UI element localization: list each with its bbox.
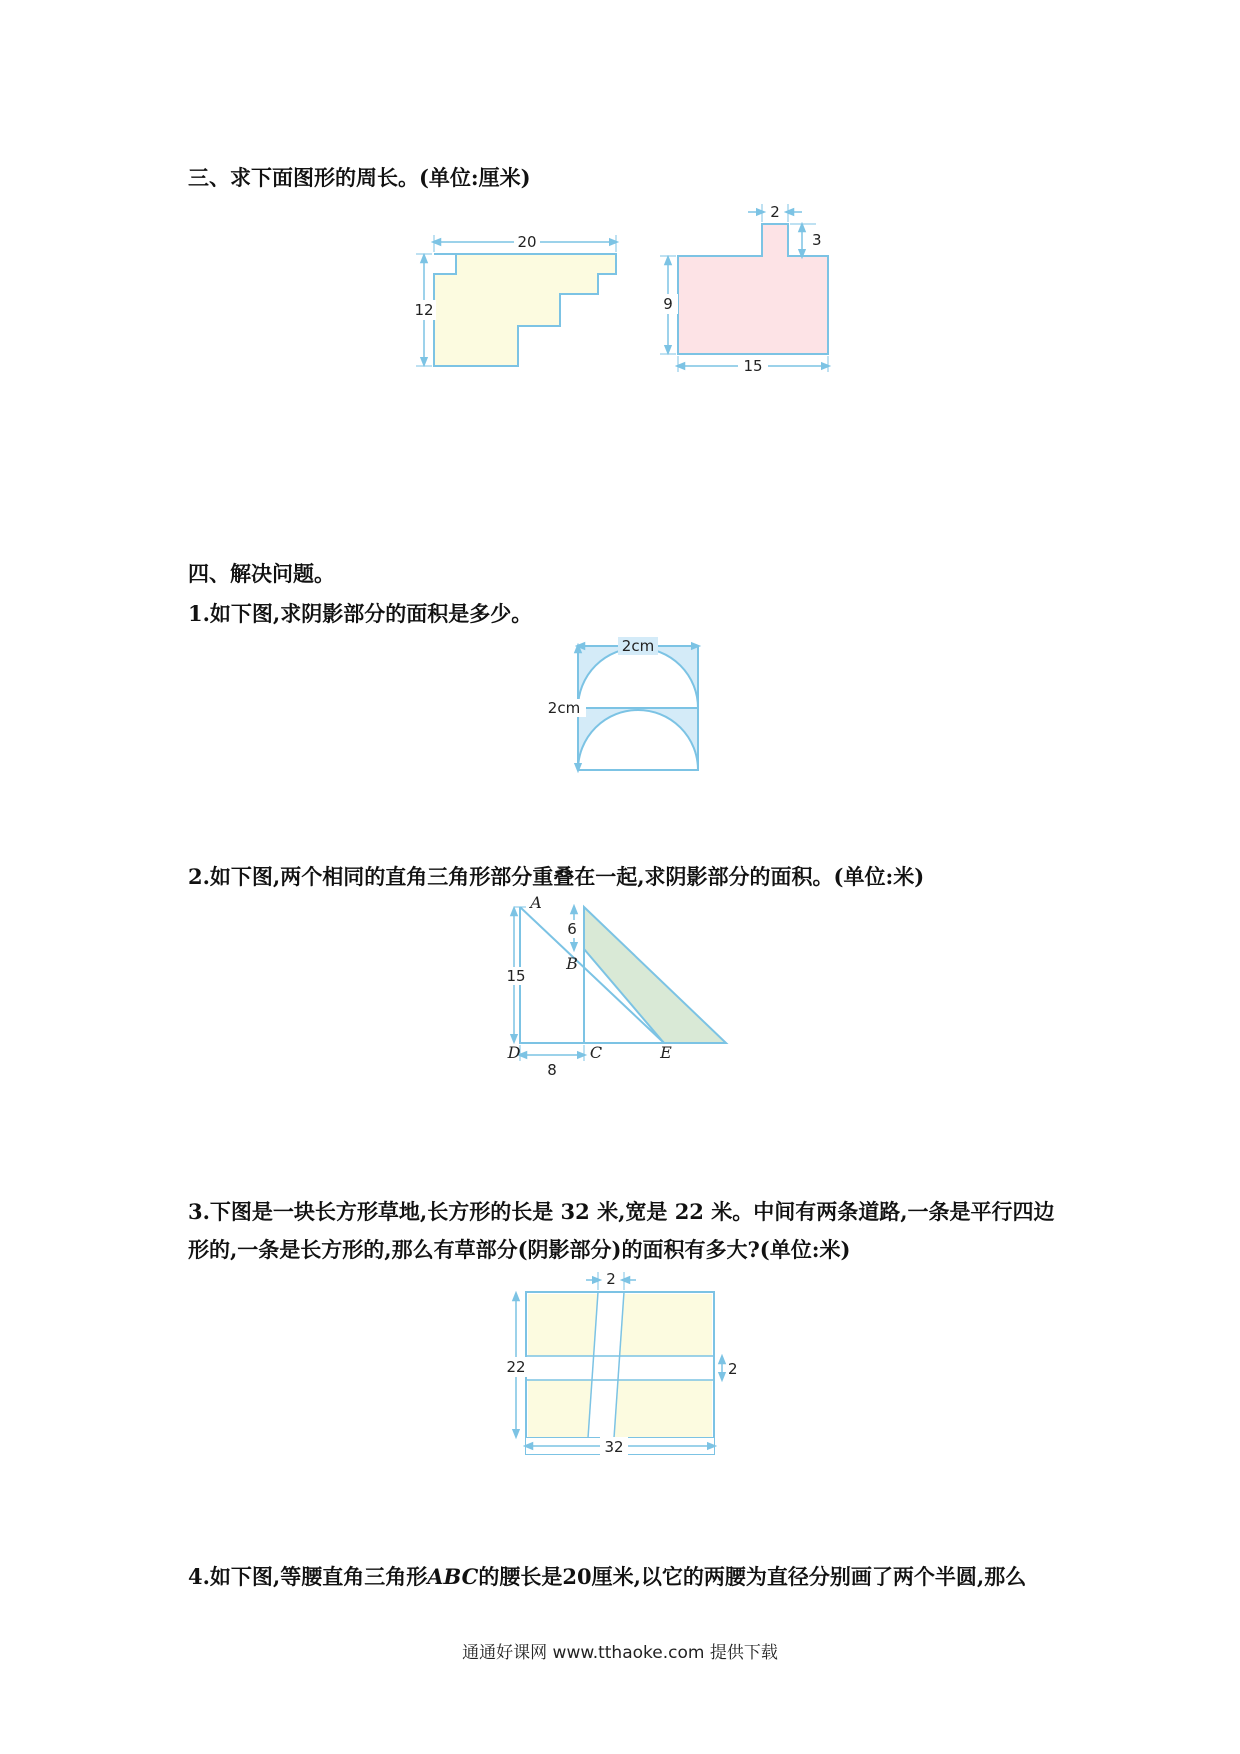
q3-top-label: 2 [606, 1270, 616, 1288]
stair-figure [410, 232, 630, 372]
rect-height-label: 9 [663, 295, 673, 313]
q2-figure [490, 895, 750, 1085]
q2-text: 2.如下图,两个相同的直角三角形部分重叠在一起,求阴影部分的面积。(单位:米) [188, 864, 925, 889]
q3-text-line1: 3.下图是一块长方形草地,长方形的长是 32 米,宽是 22 米。中间有两条道路,一条是平行四边 [188, 1199, 1055, 1224]
q3-text-line2: 形的,一条是长方形的,那么有草部分(阴影部分)的面积有多大?(单位:米) [188, 1237, 851, 1262]
point-c: C [589, 1043, 603, 1062]
q1-text: 1.如下图,求阴影部分的面积是多少。 [188, 601, 533, 626]
notch-rect-shape [678, 224, 828, 354]
stair-top-label: 20 [517, 233, 537, 251]
q4-text-suffix: 的腰长是20厘米,以它的两腰为直径分别画了两个半圆,那么 [478, 1564, 1027, 1589]
q1-figure [540, 634, 720, 784]
q4-text-italic: ABC [427, 1564, 479, 1589]
notch-rect-svg [650, 200, 850, 380]
grass-bottom-right [614, 1380, 712, 1438]
section3-heading: 三、求下面图形的周长。(单位:厘米) [188, 165, 531, 190]
q3-figure [500, 1270, 750, 1456]
page-footer: 通通好课网 www.tthaoke.com 提供下载 [462, 1643, 778, 1663]
stair-figure-svg [410, 232, 630, 372]
q4-text [188, 1561, 1026, 1591]
stair-shape [434, 254, 616, 366]
notch-rect-figure [650, 200, 850, 380]
q1-figure-svg [540, 634, 720, 784]
point-d: D [507, 1043, 521, 1062]
q3-right-label: 2 [728, 1360, 738, 1378]
grass-top-left [528, 1294, 598, 1356]
q2-height-label: 15 [506, 967, 526, 985]
q4-text-prefix: 4.如下图,等腰直角三角形 [188, 1564, 428, 1589]
point-e: E [660, 1043, 672, 1062]
q3-bottom-label: 32 [604, 1438, 624, 1456]
section4-heading: 四、解决问题。 [188, 561, 335, 586]
q3-figure-svg [500, 1270, 750, 1456]
point-b: B [566, 954, 578, 973]
q1-top-label: 2cm [621, 637, 655, 655]
notch-width-label: 2 [770, 203, 780, 221]
q1-left-label: 2cm [547, 699, 581, 717]
q2-ab-label: 6 [567, 920, 577, 938]
q2-dc-label: 8 [547, 1061, 557, 1079]
notch-height-label: 3 [812, 231, 822, 249]
q3-left-label: 22 [506, 1358, 526, 1376]
grass-top-right [620, 1294, 712, 1356]
stair-left-label: 12 [414, 301, 434, 319]
point-a: A [530, 893, 542, 912]
shaded-trapezoid [584, 907, 726, 1043]
q2-figure-svg [490, 895, 750, 1085]
rect-width-label: 15 [743, 357, 763, 375]
grass-bottom-left [528, 1380, 592, 1438]
